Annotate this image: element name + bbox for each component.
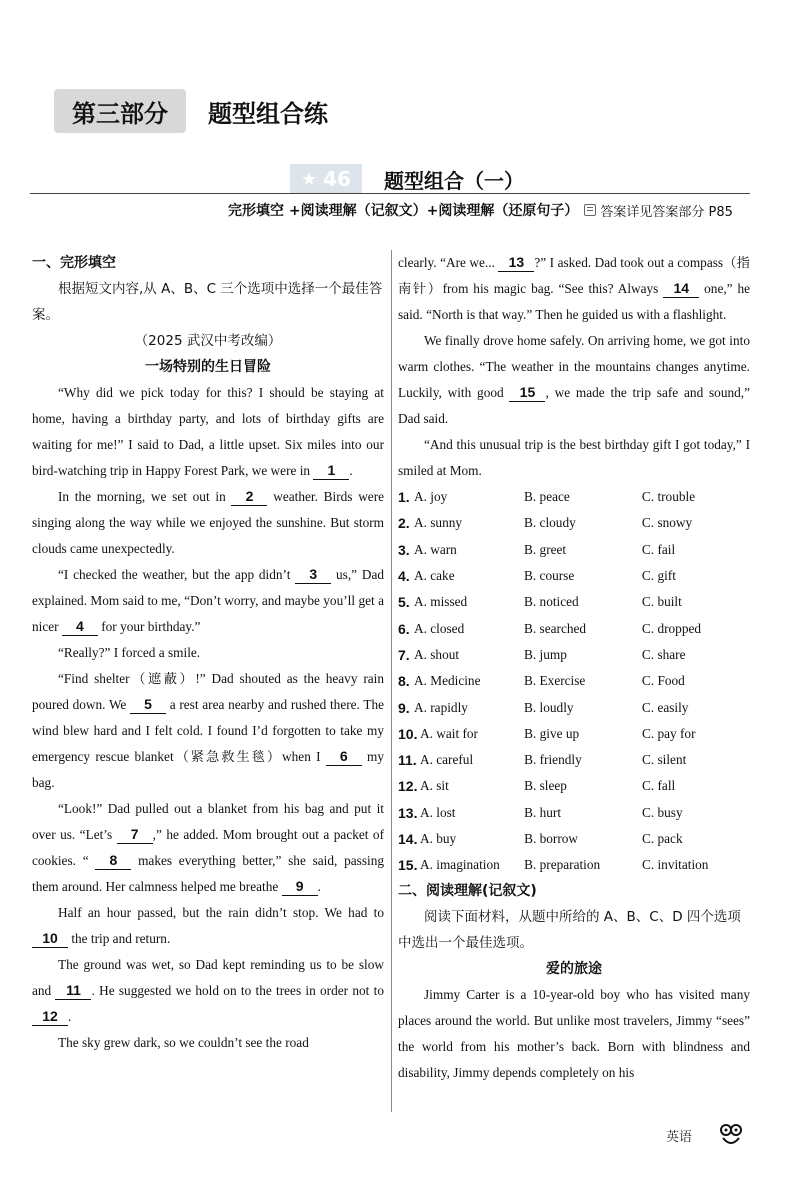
- option-row: 9. A. rapidly B. loudly C. easily: [398, 694, 750, 720]
- paragraph-text: ,” he added. Mom brought out a packet of cookies. “: [32, 827, 385, 868]
- cloze-paragraph: “Really?” I forced a smile.: [58, 645, 201, 660]
- paragraph-text: weather. Birds were singing along the way while we enjoyed the sunshine. But storm clouds came unexpectedly.: [32, 489, 385, 556]
- blank-1: 1: [313, 461, 349, 480]
- option-b: B. peace: [524, 489, 570, 505]
- paragraph-text: clearly. “Are we...: [398, 255, 495, 270]
- options-list: [398, 484, 750, 878]
- mascot-icon: [718, 1122, 744, 1148]
- cloze-source: （2025 武汉中考改编）: [134, 333, 282, 349]
- option-c: C. busy: [641, 804, 683, 820]
- option-c: C. fall: [641, 778, 676, 794]
- blank-14: 14: [663, 279, 699, 298]
- option-a: A. imagination: [420, 857, 500, 873]
- cloze-paragraph: “Look!” Dad pulled out a blanket from his bag and put it over us. “Let’s 7 ,” he added. Mom brought out a packet of cookies. “ 8 makes everything better,” she said, passing them around. Her calmness helped me breathe 9 .: [32, 801, 385, 894]
- blank-5: 5: [130, 695, 166, 714]
- blank-12: 12: [32, 1007, 68, 1026]
- cloze-paragraph: [32, 900, 384, 952]
- unit-subtitle: 完形填空 +阅读理解（记叙文）+阅读理解（还原句子）: [228, 203, 579, 219]
- cloze-title: 一场特别的生日冒险: [145, 359, 271, 375]
- paragraph-text: one,” he said. “North is that way.” Then he guided us with a flashlight.: [398, 281, 750, 322]
- option-row: 4. A. cake B. course C. gift: [398, 563, 750, 589]
- paragraph-text: the trip and return.: [71, 931, 171, 946]
- part-title: [54, 88, 328, 134]
- option-b: B. greet: [524, 541, 567, 557]
- option-c: C. gift: [641, 568, 676, 584]
- option-b: B. borrow: [524, 831, 579, 846]
- part-name: 题型组合练: [208, 99, 328, 128]
- blank-7: 7: [117, 825, 153, 844]
- option-b: B. noticed: [524, 594, 579, 610]
- answer-note: [584, 201, 733, 220]
- page-footer: [620, 1122, 744, 1148]
- option-row: 11. A. careful B. friendly C. silent: [398, 747, 750, 773]
- unit-badge: [290, 164, 362, 194]
- option-c: C. trouble: [641, 489, 696, 505]
- blank-3: 3: [295, 565, 331, 584]
- cloze-paragraph: [398, 250, 750, 328]
- option-c: C. snowy: [641, 515, 693, 531]
- blank-8: 8: [95, 851, 131, 870]
- cloze-paragraph: [32, 562, 384, 640]
- option-a: A. wait for: [420, 725, 478, 741]
- option-a: A. lost: [420, 804, 456, 820]
- option-c: C. dropped: [641, 620, 702, 636]
- header-divider: [30, 193, 750, 194]
- cloze-paragraph: [398, 328, 750, 432]
- reading-instruction: 阅读下面材料，从题中所给的 A、B、C、D 四个选项中选出一个最佳选项。: [398, 909, 741, 952]
- option-row: 3. A. warn B. greet C. fail: [398, 537, 750, 563]
- option-b: B. jump: [524, 646, 567, 662]
- option-c: C. Food: [641, 673, 685, 689]
- cloze-paragraph: “And this unusual trip is the best birthday gift I got today,” I smiled at Mom.: [398, 437, 750, 478]
- paragraph-text: ?” I asked. Dad took out a compass（指南针）from his magic bag. “See this? Always: [398, 255, 750, 296]
- footer-decoration: [620, 1129, 660, 1141]
- option-b: B. friendly: [524, 752, 582, 768]
- option-a: A. careful: [420, 752, 474, 768]
- option-row: 5. A. missed B. noticed C. built: [398, 589, 750, 615]
- option-c: C. easily: [641, 699, 689, 715]
- paragraph-text: The ground was wet, so Dad kept reminding us to be slow and: [32, 957, 384, 998]
- blank-4: 4: [62, 617, 98, 636]
- paragraph-text: “Why did we pick today for this? I should be staying at home, having a birthday party, and lots of birthday gifts are waiting for me!” I said to Dad, a little upset. Six miles into our bird-watching trip in Happy Forest Park, we were in: [32, 385, 384, 478]
- option-c: C. silent: [641, 752, 687, 768]
- option-b: B. loudly: [524, 699, 574, 715]
- option-a: A. Medicine: [414, 673, 481, 689]
- blank-9: 9: [282, 877, 318, 896]
- column-divider: [391, 250, 392, 1112]
- paragraph-text: , we made the trip safe and sound,” Dad said.: [398, 385, 751, 426]
- blank-13: 13: [498, 253, 534, 272]
- blank-11: 11: [55, 981, 91, 1000]
- paragraph-text: makes everything better,” she said, passing them around. Her calmness helped me breathe: [32, 853, 384, 894]
- option-c: C. fail: [641, 541, 676, 557]
- option-a: A. closed: [414, 620, 465, 636]
- paragraph-text: a rest area nearby and rushed there. The wind blew hard and I felt cold. I found I’d forgotten to take my emergency rescue blanket（紧急救生毯）when I: [32, 697, 385, 764]
- reading-paragraph: Jimmy Carter is a 10-year-old boy who has visited many places around the world. But unlike most travelers, Jimmy “sees” the world from his mother’s back. Born with blindness and disability, Jimmy depends completely on his: [398, 987, 750, 1081]
- option-row: 10. A. wait for B. give up C. pay for: [398, 721, 750, 747]
- option-a: A. buy: [420, 831, 457, 846]
- paragraph-text: In the morning, we set out in: [58, 489, 226, 504]
- option-a: A. missed: [414, 594, 468, 610]
- option-a: A. joy: [414, 489, 448, 505]
- cloze-instruction: 根据短文内容,从 A、B、C 三个选项中选择一个最佳答案。: [32, 281, 383, 323]
- unit-bar: [290, 164, 524, 194]
- option-a: A. warn: [414, 541, 457, 557]
- blank-2: 2: [231, 487, 267, 506]
- unit-title: 题型组合（一）: [384, 168, 524, 193]
- cloze-section-title: 一、完形填空: [32, 255, 116, 271]
- option-a: A. rapidly: [414, 699, 468, 715]
- option-c: C. share: [641, 646, 686, 662]
- right-column: [398, 250, 750, 1086]
- option-b: B. Exercise: [524, 673, 586, 689]
- paragraph-text: We finally drove home safely. On arriving home, we got into warm clothes. “The weather in the mountains changes anytime. Luckily, with good: [398, 333, 750, 400]
- answer-note-text: 答案详见答案部分 P85: [600, 204, 733, 220]
- part-label: 第三部分: [54, 89, 186, 133]
- star-icon: ★: [301, 168, 318, 190]
- paragraph-text: . He suggested we hold on to the trees in order not to: [91, 983, 384, 998]
- option-b: B. give up: [524, 725, 580, 741]
- cloze-paragraph: The sky grew dark, so we couldn’t see the road: [58, 1035, 309, 1050]
- cloze-paragraph: The ground was wet, so Dad kept reminding us to be slow and 11 . He suggested we hold on to the trees in order not to 12 .: [32, 957, 384, 1024]
- option-c: C. pack: [641, 831, 683, 846]
- paragraph-text: us,” Dad explained. Mom said to me, “Don’t worry, and maybe you’ll get a nicer: [32, 567, 385, 634]
- reading-title: 爱的旅途: [546, 961, 602, 978]
- paragraph-text: for your birthday.”: [101, 619, 201, 634]
- option-row: 15. A. imagination B. preparation C. invitation: [398, 852, 750, 878]
- paragraph-text: “I checked the weather, but the app didn’t: [58, 567, 291, 582]
- blank-6: 6: [326, 747, 362, 766]
- subject-label: 英语: [666, 1129, 693, 1145]
- option-b: B. preparation: [524, 857, 601, 873]
- option-c: C. built: [641, 594, 682, 610]
- unit-subtitle-bar: [228, 200, 758, 220]
- cloze-paragraph: “Why did we pick today for this? I should be staying at home, having a birthday party, and lots of birthday gifts are waiting for me!” I said to Dad, a little upset. Six miles into our bird-watching trip in Happy Forest Park, we were in 1 .: [32, 385, 384, 478]
- option-a: A. shout: [414, 646, 460, 662]
- option-row: 1. A. joy B. peace C. trouble: [398, 484, 750, 510]
- paragraph-text: “Find shelter（遮蔽）!” Dad shouted as the heavy rain poured down. We: [32, 671, 384, 712]
- answer-book-icon: [584, 204, 596, 216]
- option-row: 2. A. sunny B. cloudy C. snowy: [398, 510, 750, 536]
- paragraph-text: Half an hour passed, but the rain didn’t stop. We had to: [58, 905, 384, 920]
- option-row: 13. A. lost B. hurt C. busy: [398, 800, 750, 826]
- option-b: B. cloudy: [524, 515, 576, 531]
- option-b: B. sleep: [524, 778, 567, 794]
- option-b: B. course: [524, 568, 575, 584]
- option-b: B. searched: [524, 620, 587, 636]
- paragraph-text: “Look!” Dad pulled out a blanket from his bag and put it over us. “Let’s: [32, 801, 384, 842]
- option-row: 6. A. closed B. searched C. dropped: [398, 615, 750, 641]
- option-row: 8. A. Medicine B. Exercise C. Food: [398, 668, 750, 694]
- blank-15: 15: [509, 383, 545, 402]
- unit-number: 46: [323, 167, 351, 191]
- option-a: A. cake: [414, 568, 455, 584]
- option-c: C. pay for: [641, 725, 696, 741]
- blank-10: 10: [32, 929, 68, 948]
- option-row: 7. A. shout B. jump C. share: [398, 642, 750, 668]
- option-b: B. hurt: [524, 804, 562, 820]
- cloze-paragraph: [32, 484, 384, 562]
- reading-section-title: 二、阅读理解(记叙文): [398, 883, 537, 900]
- left-column: [32, 250, 384, 1056]
- option-a: A. sunny: [414, 515, 463, 531]
- cloze-paragraph: [32, 666, 384, 796]
- option-c: C. invitation: [641, 857, 709, 873]
- paragraph-text: my bag.: [32, 749, 385, 790]
- option-a: A. sit: [420, 778, 449, 794]
- option-row: 12. A. sit B. sleep C. fall: [398, 773, 750, 799]
- option-row: 14. A. buy B. borrow C. pack: [398, 826, 750, 852]
